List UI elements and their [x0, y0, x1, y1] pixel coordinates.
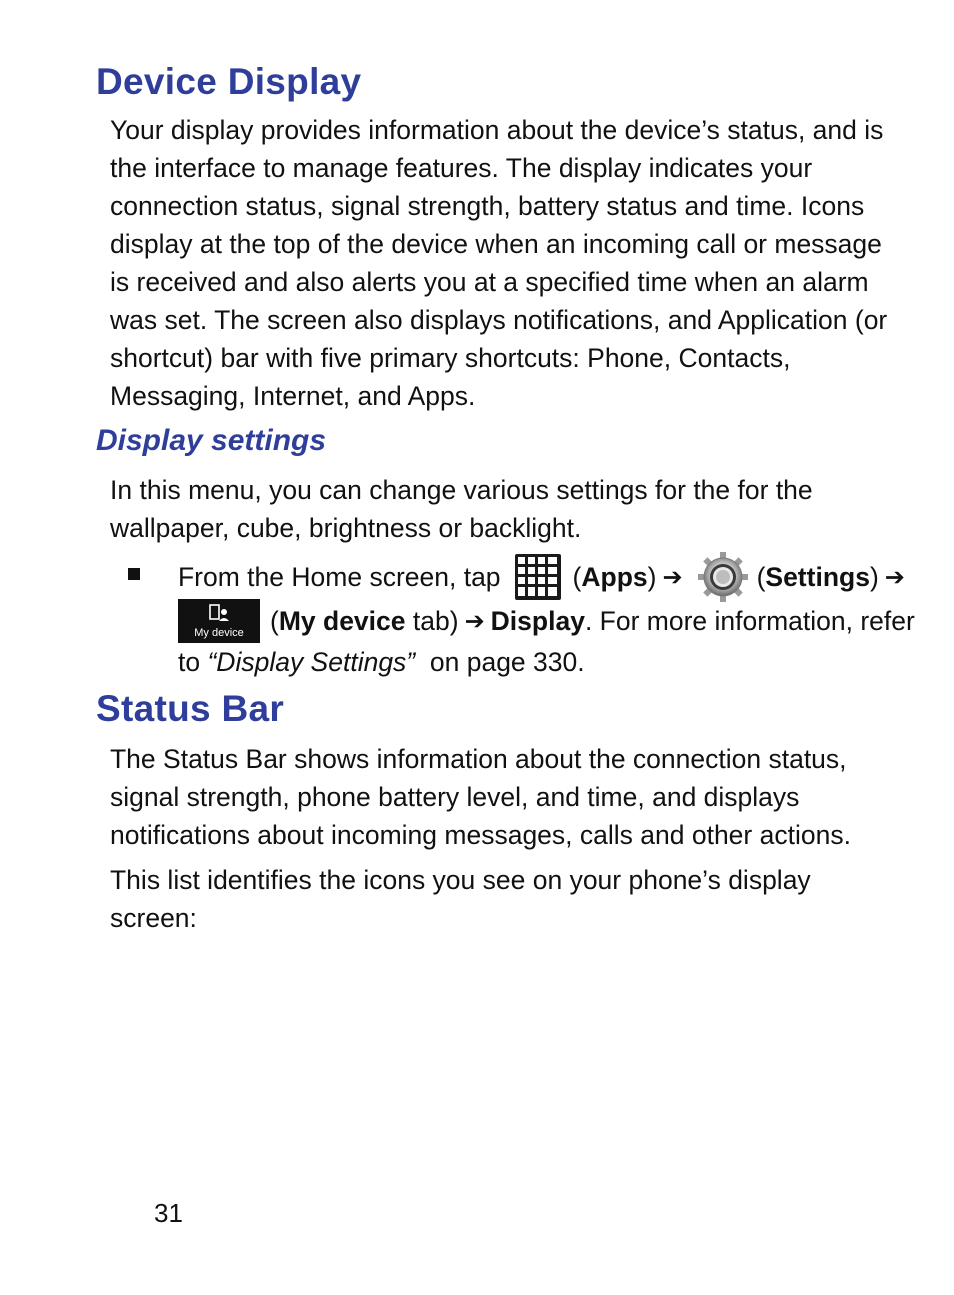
heading-device-display: Device Display — [96, 61, 362, 102]
step-line-1: From the Home screen, tap ( Apps ) ➔ ( Settings ) ➔ — [178, 552, 911, 602]
device-display-body: Your display provides information about the device’s status, and is the interface to manage features. The display indicates your connection status, signal strength, battery status and time. Icons display at the top of the device when an incoming call or message is received and also alerts you at a specified time when an alarm was set. The screen also displays notifications, and Application (or shortcut) bar with five primary shortcuts: Phone, Contacts, Messaging, Internet, and Apps. — [110, 115, 888, 411]
tab-word: tab) — [412, 605, 459, 636]
status-bar-list-intro: This list identifies the icons you see on your phone’s display screen: — [110, 865, 811, 933]
apps-label: Apps — [581, 561, 648, 592]
step-line-3 — [178, 644, 585, 680]
settings-gear-icon — [697, 551, 749, 603]
heading-display-settings: Display settings — [96, 424, 327, 457]
display-label: Display — [490, 605, 585, 636]
right-arrow-icon: ➔ — [464, 607, 485, 635]
right-arrow-icon: ➔ — [662, 563, 683, 591]
display-settings-reference: “Display Settings” — [207, 646, 416, 677]
my-device-label: My device — [278, 605, 406, 636]
settings-label: Settings — [765, 561, 870, 592]
step-line-2: My device ( My device tab) ➔ Display . For more information, refer — [178, 598, 915, 644]
to-word: to — [178, 646, 201, 677]
more-info-text: . For more information, refer — [584, 605, 915, 636]
apps-grid-icon — [513, 552, 563, 602]
heading-status-bar: Status Bar — [96, 688, 285, 729]
status-bar-body: The Status Bar shows information about the connection status, signal strength, phone battery level, and time, and displays notifications about incoming messages, calls and other actions. — [110, 744, 851, 850]
my-device-tab-icon: My device — [178, 599, 260, 643]
page-number: 31 — [154, 1198, 183, 1228]
step-intro: From the Home screen, tap — [178, 561, 501, 592]
right-arrow-icon: ➔ — [884, 563, 905, 591]
display-settings-body: In this menu, you can change various settings for the for the wallpaper, cube, brightness or backlight. — [110, 475, 813, 543]
page-reference: on page 330. — [429, 646, 585, 677]
square-bullet-icon — [128, 568, 140, 580]
